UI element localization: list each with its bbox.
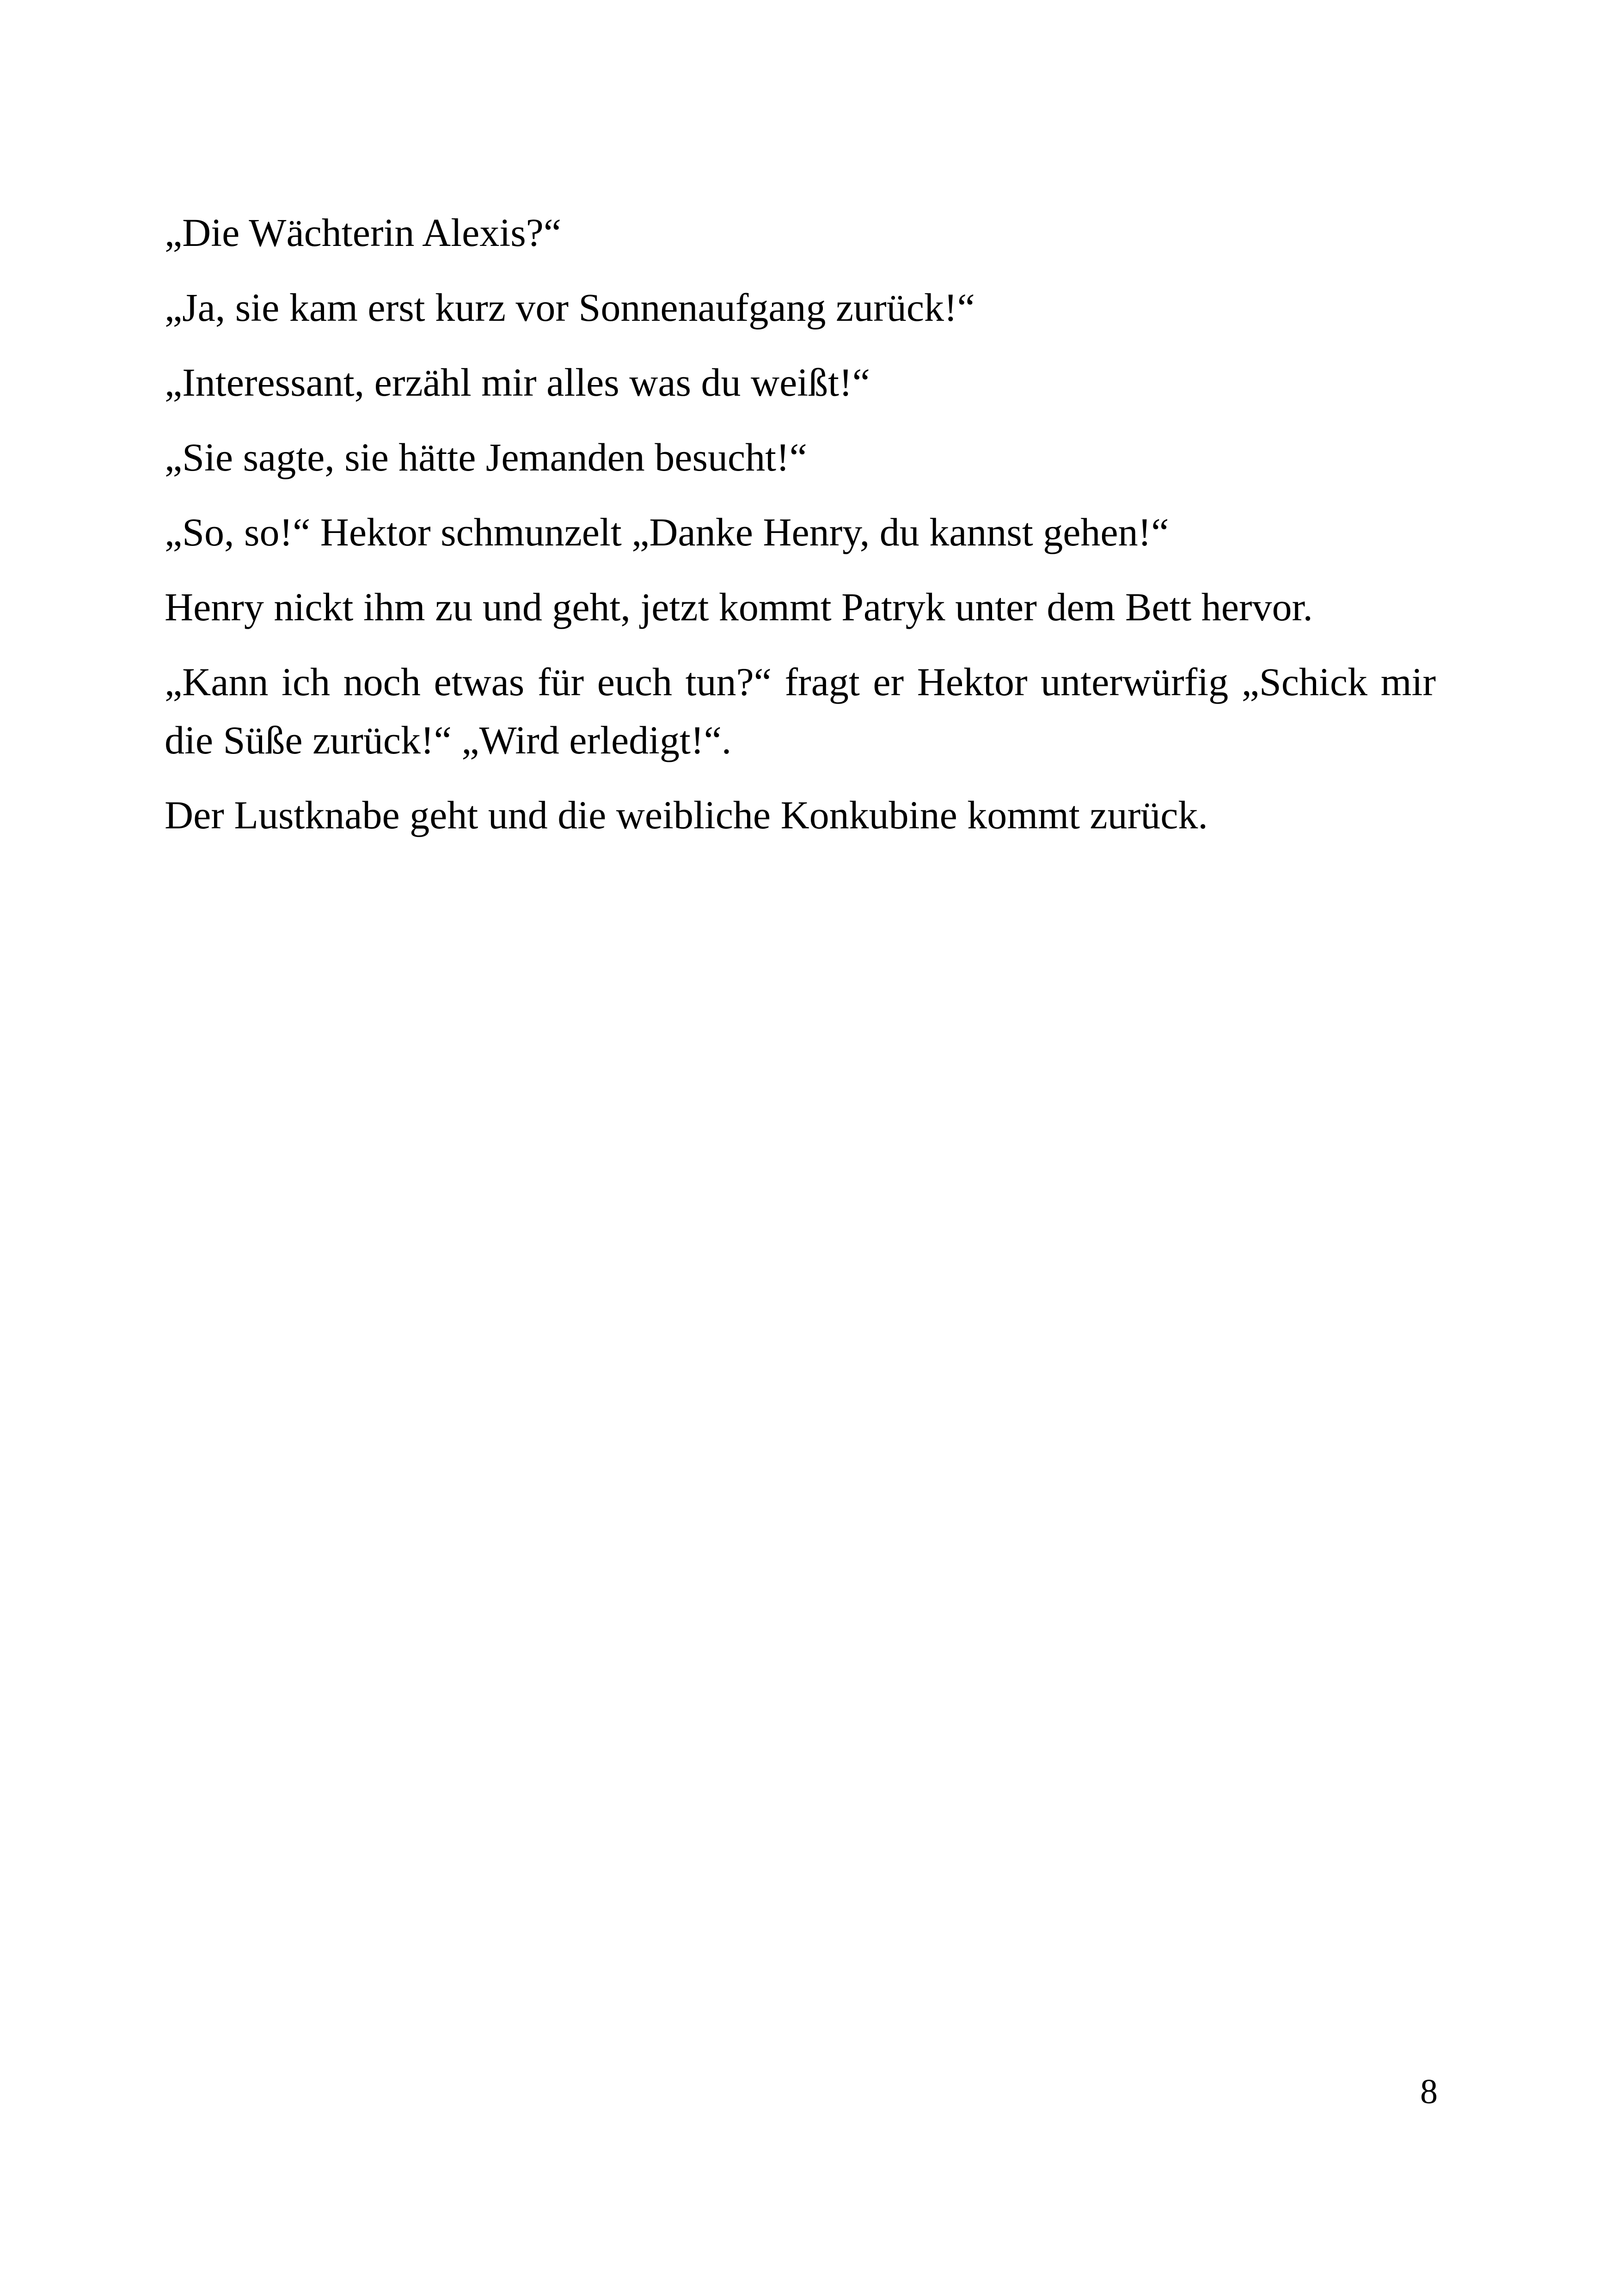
body-text [165,203,1436,861]
paragraph-6: Henry nickt ihm zu und geht, jetzt kommt Patryk unter dem Bett hervor. [165,585,1313,629]
paragraph-7: „Kann ich noch etwas für euch tun?“ fragt er Hektor unterwürfig „Schick mir die Süße zurück!“ „Wird erledigt!“. [165,660,1436,762]
paragraph-2: „Ja, sie kam erst kurz vor Sonnenaufgang zurück!“ [165,285,975,330]
paragraph-4: „Sie sagte, sie hätte Jemanden besucht!“ [165,435,807,479]
paragraph-3: „Interessant, erzähl mir alles was du weißt!“ [165,360,870,404]
paragraph-5: „So, so!“ Hektor schmunzelt „Danke Henry, du kannst gehen!“ [165,510,1169,554]
page-number: 8 [1420,2072,1438,2111]
paragraph-1: „Die Wächterin Alexis?“ [165,210,562,255]
paragraph-8: Der Lustknabe geht und die weibliche Konkubine kommt zurück. [165,793,1208,837]
